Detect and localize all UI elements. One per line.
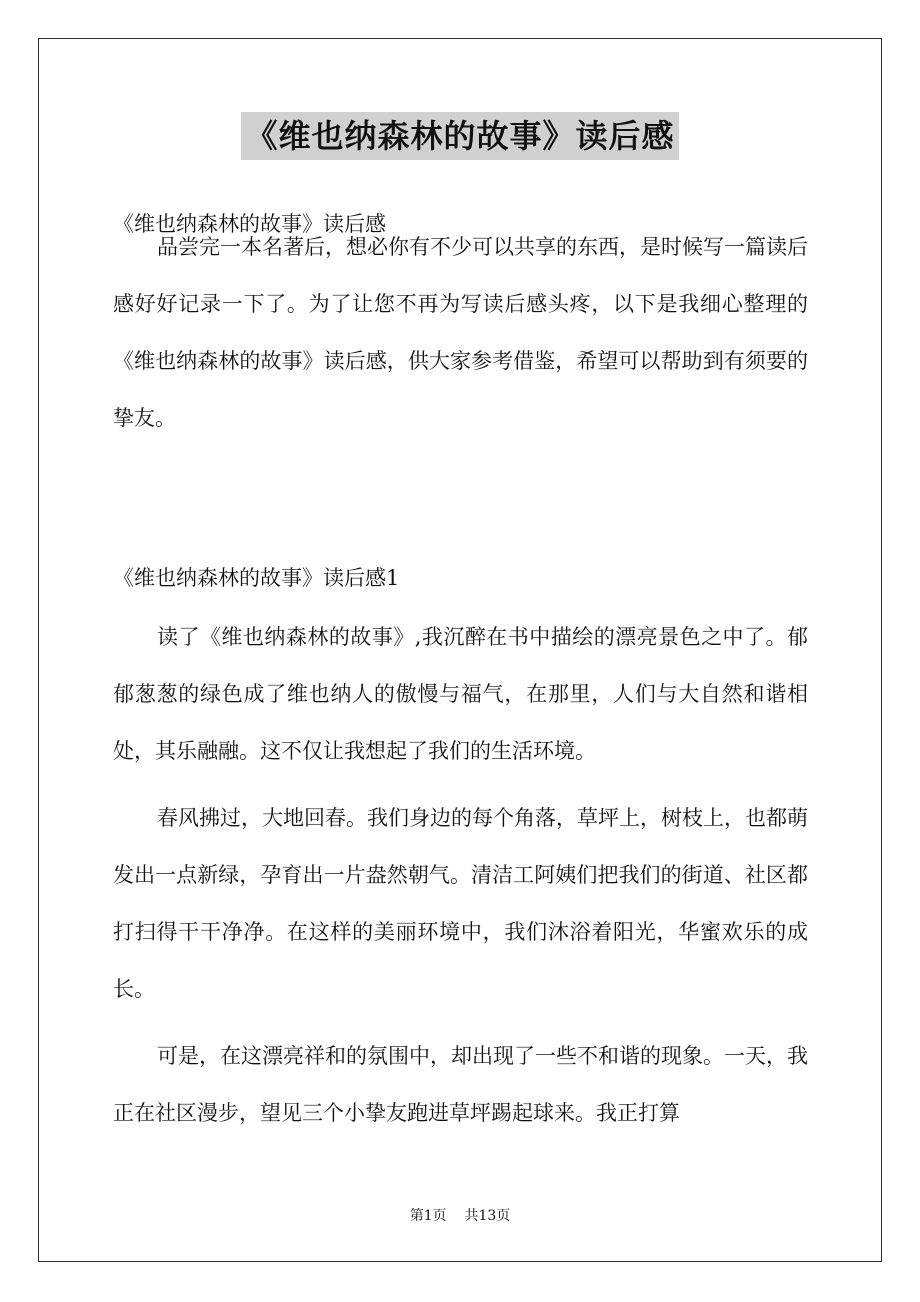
body-paragraph-3: 可是，在这漂亮祥和的氛围中，却出现了一些不和谐的现象。一天，我正在社区漫步，望见三个小挚友跑进草坪踢起球来。我正打算	[113, 1044, 808, 1125]
body-paragraph-1: 读了《维也纳森林的故事》,我沉醉在书中描绘的漂亮景色之中了。郁郁葱葱的绿色成了维也纳人的傲慢与福气，在那里，人们与大自然和谐相处，其乐融融。这不仅让我想起了我们的生活环境。	[113, 625, 808, 763]
document-title	[0, 112, 920, 160]
page-footer	[0, 1206, 920, 1226]
subtitle: 《维也纳森林的故事》读后感	[113, 212, 386, 236]
footer-page-number: 第1页	[409, 1208, 447, 1224]
intro-paragraph: 品尝完一本名著后，想必你有不少可以共享的东西，是时候写一篇读后感好好记录一下了。为了让您不再为写读后感头疼，以下是我细心整理的《维也纳森林的故事》读后感，供大家参考借鉴，希望可以帮助到有须要的挚友。	[113, 235, 808, 430]
body-paragraph-2: 春风拂过，大地回春。我们身边的每个角落，草坪上，树枝上，也都萌发出一点新绿，孕育出一片盎然朝气。清洁工阿姨们把我们的街道、社区都打扫得干干净净。在这样的美丽环境中，我们沐浴着阳光，华蜜欢乐的成长。	[113, 806, 808, 1001]
footer-total-pages: 共13页	[464, 1208, 511, 1224]
section-heading: 《维也纳森林的故事》读后感1	[113, 566, 400, 590]
document-title-text: 《维也纳森林的故事》读后感	[241, 112, 678, 160]
